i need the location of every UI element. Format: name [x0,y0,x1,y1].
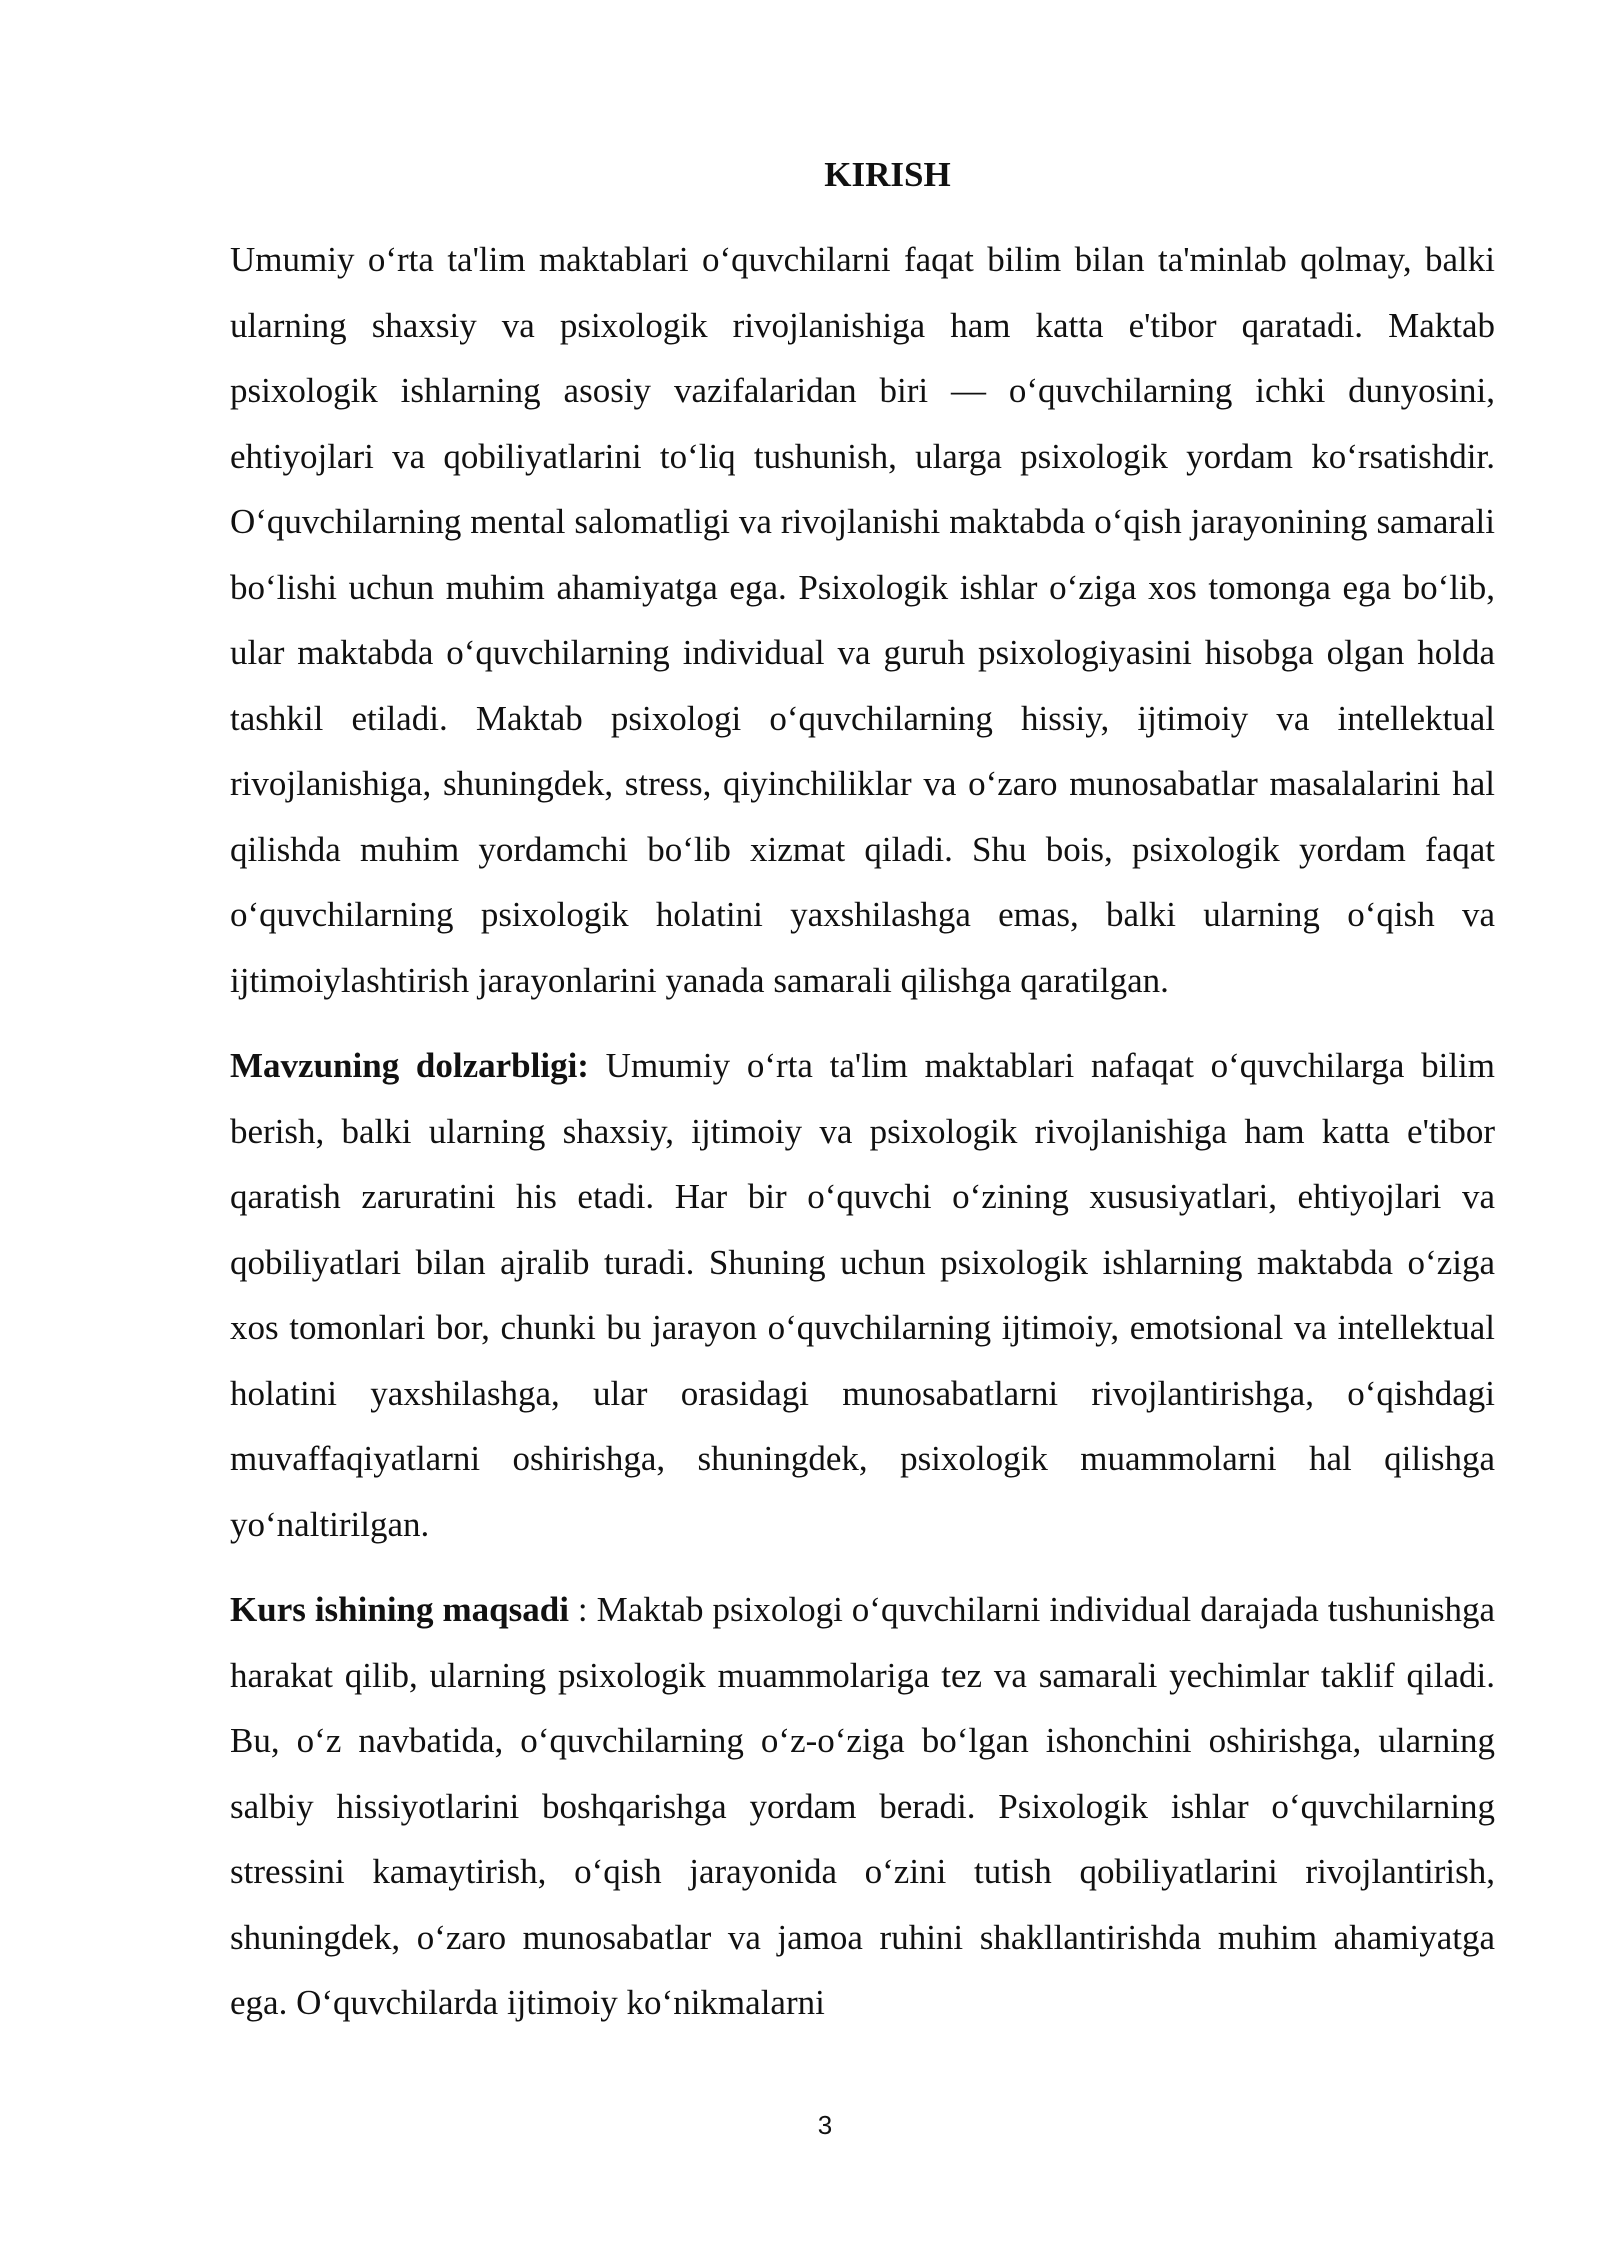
relevance-label: Mavzuning dolzarbligi: [230,1046,589,1085]
goal-label: Kurs ishining maqsadi [230,1590,569,1629]
relevance-text: Umumiy o‘rta ta'lim maktablari nafaqat o‘quvchilarga bilim berish, balki ularning shaxsiy, ijtimoiy va psixologik rivojlanishiga ham katta e'tibor qaratish zaruratini his etadi. Har bir o‘quvchi o‘zining xususiyatlari, ehtiyojlari va qobiliyatlari bilan ajralib turadi. Shuning uchun psixologik ishlarning maktabda o‘ziga xos tomonlari bor, chunki bu jarayon o‘quvchilarning ijtimoiy, emotsional va intellektual holatini yaxshilashga, ular orasidagi munosabatlarni rivojlantirishga, o‘qishdagi muvaffaqiyatlarni oshirishga, shuningdek, psixologik muammolarni hal qilishga yo‘naltirilgan. [230,1046,1495,1544]
page-number: 3 [817,2110,833,2140]
intro-paragraph: Umumiy o‘rta ta'lim maktablari o‘quvchilarni faqat bilim bilan ta'minlab qolmay, balki ularning shaxsiy va psixologik rivojlanishiga ham katta e'tibor qaratadi. Maktab psixologik ishlarning asosiy vazifalaridan biri — o‘quvchilarning ichki dunyosini, ehtiyojlari va qobiliyatlarini to‘liq tushunish, ularga psixologik yordam ko‘rsatishdir. O‘quvchilarning mental salomatligi va rivojlanishi maktabda o‘qish jarayonining samarali bo‘lishi uchun muhim ahamiyatga ega. Psixologik ishlar o‘ziga xos tomonga ega bo‘lib, ular maktabda o‘quvchilarning individual va guruh psixologiyasini hisobga olgan holda tashkil etiladi. Maktab psixologi o‘quvchilarning hissiy, ijtimoiy va intellektual rivojlanishiga, shuningdek, stress, qiyinchiliklar va o‘zaro munosabatlar masalalarini hal qilishda muhim yordamchi bo‘lib xizmat qiladi. Shu bois, psixologik yordam faqat o‘quvchilarning psixologik holatini yaxshilashga emas, balki ularning o‘qish va ijtimoiylashtirish jarayonlarini yanada samarali qilishga qaratilgan. [230,240,1495,1000]
relevance-paragraph [230,1033,1495,1557]
page-content [230,150,1495,2056]
goal-text: : Maktab psixologi o‘quvchilarni individual darajada tushunishga harakat qilib, ularning psixologik muammolariga tez va samarali yechimlar taklif qiladi. Bu, o‘z navbatida, o‘quvchilarning o‘z-o‘ziga bo‘lgan ishonchini oshirishga, ularning salbiy hissiyotlarini boshqarishga yordam beradi. Psixologik ishlar o‘quvchilarning stressini kamaytirish, o‘qish jarayonida o‘zini tutish qobiliyatlarini rivojlantirish, shuningdek, o‘zaro munosabatlar va jamoa ruhini shakllantirishda muhim ahamiyatga ega. O‘quvchilarda ijtimoiy ko‘nikmalarni [230,1590,1495,2022]
goal-paragraph [230,1577,1495,2036]
section-title: KIRISH [824,155,951,194]
